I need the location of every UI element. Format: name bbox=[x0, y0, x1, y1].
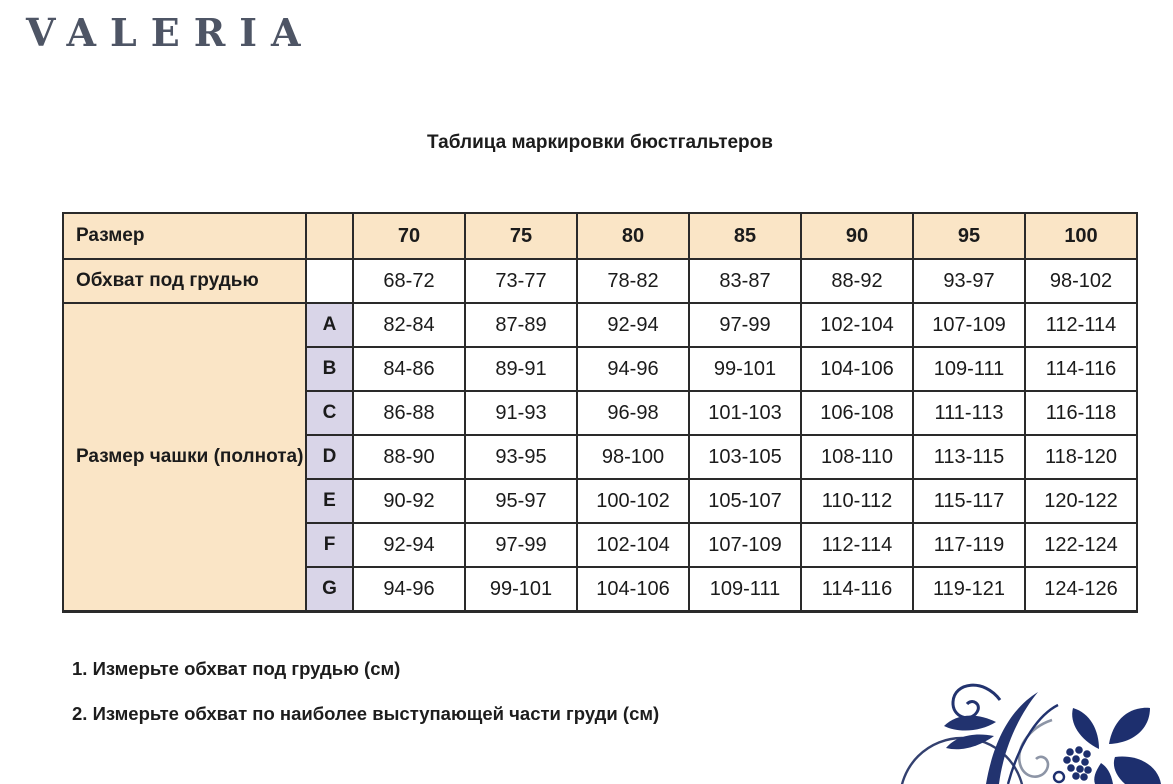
bust-cell: 113-115 bbox=[913, 435, 1025, 479]
bust-cell: 109-111 bbox=[689, 567, 801, 612]
size-row-label: Размер bbox=[63, 213, 306, 259]
bust-cell: 94-96 bbox=[353, 567, 465, 612]
bust-cell: 114-116 bbox=[1025, 347, 1137, 391]
size-header-cell: 100 bbox=[1025, 213, 1137, 259]
size-header-cell: 70 bbox=[353, 213, 465, 259]
underbust-cell: 73-77 bbox=[465, 259, 577, 303]
gray-spiral bbox=[1019, 720, 1052, 777]
bust-cell: 111-113 bbox=[913, 391, 1025, 435]
flower-petal bbox=[1109, 708, 1150, 744]
bust-cell: 115-117 bbox=[913, 479, 1025, 523]
underbust-row-label: Обхват под грудью bbox=[63, 259, 306, 303]
bust-cell: 99-101 bbox=[689, 347, 801, 391]
bust-cell: 107-109 bbox=[913, 303, 1025, 347]
underbust-cell: 78-82 bbox=[577, 259, 689, 303]
floral-ornament bbox=[900, 670, 1173, 784]
bust-cell: 96-98 bbox=[577, 391, 689, 435]
cup-letter-cell: D bbox=[306, 435, 353, 479]
bust-cell: 100-102 bbox=[577, 479, 689, 523]
bust-cell: 107-109 bbox=[689, 523, 801, 567]
bust-cell: 92-94 bbox=[353, 523, 465, 567]
bust-cell: 103-105 bbox=[689, 435, 801, 479]
underbust-cell: 98-102 bbox=[1025, 259, 1137, 303]
bust-cell: 84-86 bbox=[353, 347, 465, 391]
cup-letter-cell: B bbox=[306, 347, 353, 391]
flower-petal bbox=[1094, 763, 1113, 784]
bust-cell: 97-99 bbox=[465, 523, 577, 567]
bust-cell: 116-118 bbox=[1025, 391, 1137, 435]
measurement-instructions bbox=[72, 658, 659, 748]
berry-cluster bbox=[1063, 746, 1092, 781]
bust-cell: 91-93 bbox=[465, 391, 577, 435]
cup-letter-cell: C bbox=[306, 391, 353, 435]
size-header-cell: 90 bbox=[801, 213, 913, 259]
bust-cell: 120-122 bbox=[1025, 479, 1137, 523]
page-title: Таблица маркировки бюстгальтеров bbox=[427, 132, 773, 153]
table-row-cup-A bbox=[63, 303, 1137, 347]
bust-cell: 90-92 bbox=[353, 479, 465, 523]
size-header-cell: 85 bbox=[689, 213, 801, 259]
bust-cell: 112-114 bbox=[801, 523, 913, 567]
bust-cell: 108-110 bbox=[801, 435, 913, 479]
bust-cell: 92-94 bbox=[577, 303, 689, 347]
bust-cell: 109-111 bbox=[913, 347, 1025, 391]
bust-cell: 87-89 bbox=[465, 303, 577, 347]
berry-outline bbox=[1054, 772, 1064, 782]
bust-cell: 119-121 bbox=[913, 567, 1025, 612]
bust-cell: 95-97 bbox=[465, 479, 577, 523]
cup-block-label: Размер чашки (полнота) bbox=[63, 303, 306, 612]
table-row-underbust bbox=[63, 259, 1137, 303]
bust-cell: 99-101 bbox=[465, 567, 577, 612]
underbust-cell: 88-92 bbox=[801, 259, 913, 303]
bust-cell: 89-91 bbox=[465, 347, 577, 391]
bust-cell: 104-106 bbox=[577, 567, 689, 612]
bust-cell: 102-104 bbox=[577, 523, 689, 567]
instruction-step-2: 2. Измерьте обхват по наиболее выступающей части груди (см) bbox=[72, 703, 660, 724]
bust-cell: 97-99 bbox=[689, 303, 801, 347]
cup-letter-cell: G bbox=[306, 567, 353, 612]
bust-cell: 122-124 bbox=[1025, 523, 1137, 567]
leaf bbox=[944, 716, 996, 731]
size-header-cell: 80 bbox=[577, 213, 689, 259]
navy-curl bbox=[953, 685, 1000, 717]
bust-cell: 82-84 bbox=[353, 303, 465, 347]
underbust-cell: 93-97 bbox=[913, 259, 1025, 303]
cup-letter-cell: A bbox=[306, 303, 353, 347]
bust-cell: 114-116 bbox=[801, 567, 913, 612]
bust-cell: 106-108 bbox=[801, 391, 913, 435]
flower-petal bbox=[1114, 757, 1161, 784]
underbust-cell: 83-87 bbox=[689, 259, 801, 303]
bust-cell: 93-95 bbox=[465, 435, 577, 479]
instruction-step-1: 1. Измерьте обхват под грудью (см) bbox=[72, 658, 401, 679]
bust-cell: 98-100 bbox=[577, 435, 689, 479]
bust-cell: 112-114 bbox=[1025, 303, 1137, 347]
bust-cell: 88-90 bbox=[353, 435, 465, 479]
cup-letter-cell: E bbox=[306, 479, 353, 523]
bust-cell: 117-119 bbox=[913, 523, 1025, 567]
empty-cell bbox=[306, 259, 353, 303]
bra-size-table bbox=[62, 212, 1138, 613]
bust-cell: 94-96 bbox=[577, 347, 689, 391]
bust-cell: 124-126 bbox=[1025, 567, 1137, 612]
bust-cell: 110-112 bbox=[801, 479, 913, 523]
size-header-cell: 75 bbox=[465, 213, 577, 259]
size-header-cell: 95 bbox=[913, 213, 1025, 259]
cup-letter-cell: F bbox=[306, 523, 353, 567]
flower-petal bbox=[1072, 708, 1099, 749]
table-row-sizes bbox=[63, 213, 1137, 259]
bust-cell: 104-106 bbox=[801, 347, 913, 391]
bust-cell: 105-107 bbox=[689, 479, 801, 523]
empty-corner-cell bbox=[306, 213, 353, 259]
bust-cell: 118-120 bbox=[1025, 435, 1137, 479]
underbust-cell: 68-72 bbox=[353, 259, 465, 303]
bust-cell: 102-104 bbox=[801, 303, 913, 347]
bust-cell: 101-103 bbox=[689, 391, 801, 435]
bust-cell: 86-88 bbox=[353, 391, 465, 435]
brand-logo: VALERIA bbox=[26, 10, 315, 55]
